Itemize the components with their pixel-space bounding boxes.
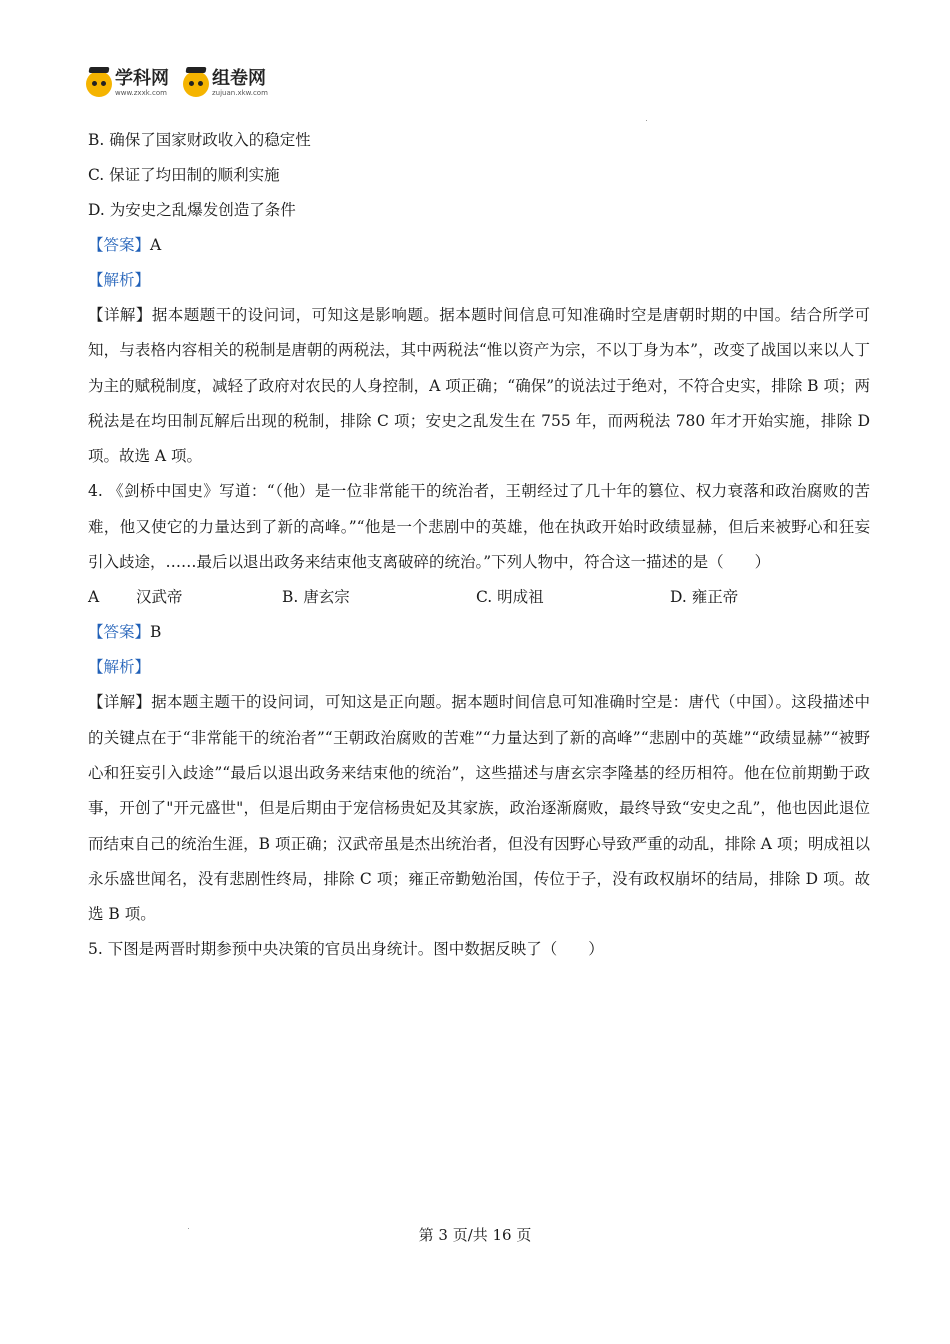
- q3-option-b: B. 确保了国家财政收入的稳定性: [88, 131, 311, 149]
- q4-option-b: B. 唐玄宗: [282, 588, 350, 607]
- q4-stem: 4. 《剑桥中国史》写道：“（他）是一位非常能干的统治者，王朝经过了几十年的篡位、权力衰落和政治腐败的苦难，他又使它的力量达到了新的高峰。”“他是一个悲剧中的英雄，他在执政开始时政绩显赫，但后来被野心和狂妄引入歧途，……最后以退出政务来结束他支离破碎的统治。”下列人物中，符合这一描述的是（ ）: [88, 482, 870, 572]
- zujuan-logo[interactable]: [183, 70, 268, 97]
- detail-tag: 【详解】: [88, 693, 152, 712]
- answer-value: A: [150, 236, 162, 254]
- page-number: 第 3 页/共 16 页: [418, 1226, 532, 1244]
- analysis-tag: 【解析】: [88, 658, 151, 677]
- q4-analysis: [88, 650, 870, 685]
- q5-stem: 5. 下图是两晋时期参预中央决策的官员出身统计。图中数据反映了（ ）: [88, 940, 604, 959]
- page-content: [88, 123, 870, 967]
- analysis-tag: 【解析】: [88, 271, 151, 289]
- answer-tag: 【答案】: [88, 623, 151, 642]
- q4-option-c: C. 明成祖: [476, 588, 544, 607]
- xkw-logo[interactable]: [86, 70, 169, 97]
- q3-option-c: C. 保证了均田制的顺利实施: [88, 166, 280, 184]
- logo-name: 组卷网: [212, 68, 266, 89]
- q3-option-d: D. 为安史之乱爆发创造了条件: [88, 201, 296, 219]
- q3-analysis: [88, 263, 870, 298]
- q4-option-d: D. 雍正帝: [670, 588, 739, 607]
- q4-detail: [88, 685, 870, 932]
- logo-url: www.zxxk.com: [115, 89, 167, 97]
- answer-value: B: [150, 623, 162, 642]
- q4-options: [88, 580, 870, 615]
- detail-text: 据本题题干的设问词，可知这是影响题。据本题时间信息可知准确时空是唐朝时期的中国。结合所学可知，与表格内容相关的税制是唐朝的两税法，其中两税法“惟以资产为宗，不以丁身为本”，改变了战国以来以人丁为主的赋税制度，减轻了政府对农民的人身控制，A 项正确；“确保”的说法过于绝对，不符合史实，排除 B 项；两税法是在均田制瓦解后出现的税制，排除 C 项；安史之乱发生在 755 年，而两税法 780 年才开始实施，排除 D 项。故选 A 项。: [88, 306, 870, 466]
- q4-option-a: 汉武帝: [136, 588, 183, 607]
- answer-tag: 【答案】: [88, 236, 151, 254]
- logo-name: 学科网: [115, 68, 169, 89]
- q3-answer: [88, 228, 870, 263]
- header-logos: [86, 70, 268, 97]
- logo-url: zujuan.xkw.com: [212, 89, 268, 97]
- mascot-icon: [86, 71, 112, 97]
- q3-detail: [88, 298, 870, 474]
- q4-option-a-letter: A: [88, 588, 100, 607]
- q4-answer: [88, 615, 870, 650]
- scan-speck: [646, 120, 647, 121]
- mascot-icon: [183, 71, 209, 97]
- detail-text: 据本题主题干的设问词，可知这是正向题。据本题时间信息可知准确时空是：唐代（中国）。这段描述中的关键点在于“非常能干的统治者”“王朝政治腐败的苦难”“力量达到了新的高峰”“悲剧中的英雄”“政绩显赫”“被野心和狂妄引入歧途”“最后以退出政务来结束他的统治”，这些描述与唐玄宗李隆基的经历相符。他在位前期勤于政事，开创了"开元盛世"，但是后期由于宠信杨贵妃及其家族，政治逐渐腐败，最终导致“安史之乱”，他也因此退位而结束自己的统治生涯，B 项正确；汉武帝虽是杰出统治者，但没有因野心导致严重的动乱，排除 A 项；明成祖以永乐盛世闻名，没有悲剧性终局，排除 C 项；雍正帝勤勉治国，传位于子，没有政权崩坏的结局，排除 D 项。故选 B 项。: [88, 693, 870, 924]
- detail-tag: 【详解】: [88, 306, 152, 324]
